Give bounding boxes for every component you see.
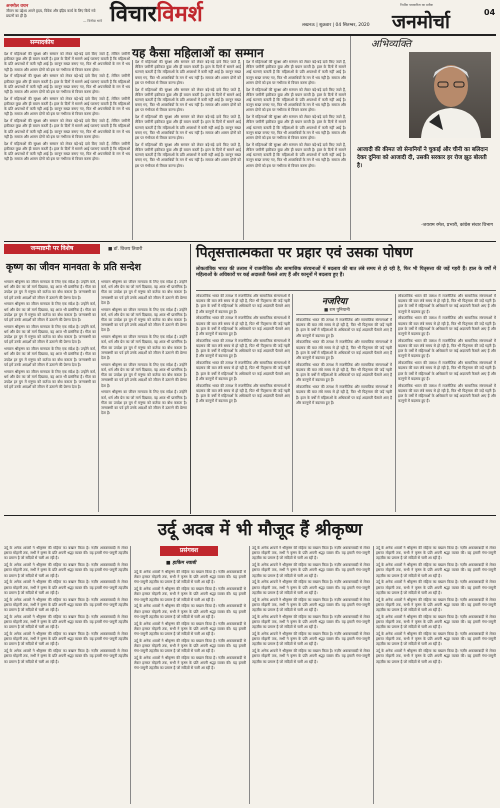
main-story-text: लोकतांत्रिक भारत की तलाश में राजनीतिक और सामाजिक संरचनाओं में बदलाव की बात लंबे समय से हो रही है, फिर भी पितृसत्ता की जड़ें गहरी हैं। हाल के वर्षों में महिलाओं के अधिकारों पर कई अदालती फैसले आए हैं और कानूनों में बदलाव हुए हैं।: [296, 340, 392, 361]
urdu-story-headline: उर्दू अदब में भी मौजूद हैं श्रीकृष्ण: [157, 520, 363, 540]
nazariya-box: [296, 294, 392, 316]
urdu-text: उर्दू के अनेक शायरों ने श्रीकृष्ण की महिमा का बखान किया है। नज़ीर अकबराबादी से लेकर हसरत मोहानी तक, सभी ने कृष्ण के प्रति अपनी श्रद्धा व्यक्त की। यह हमारी गंगा-जमुनी तहज़ीब का प्रमाण है जो सदियों से चली आ रही है।: [376, 580, 496, 595]
main-story-text: लोकतांत्रिक भारत की तलाश में राजनीतिक और सामाजिक संरचनाओं में बदलाव की बात लंबे समय से हो रही है, फिर भी पितृसत्ता की जड़ें गहरी हैं। हाल के वर्षों में महिलाओं के अधिकारों पर कई अदालती फैसले आए हैं और कानूनों में बदलाव हुए हैं।: [296, 318, 392, 338]
editorial-label: सम्पादकीय: [4, 38, 80, 47]
janmashtami-text: भगवान श्रीकृष्ण का जीवन मानवता के लिए एक संदेश है। उन्होंने कर्म, धर्म और प्रेम का जो मार्ग दिखाया, वह आज भी प्रासंगिक है। गीता का उपदेश हर युग में मनुष्य को कर्तव्य का बोध कराता है। जन्माष्टमी का पर्व हमें उनके आदर्शों को जीवन में उतारने की प्रेरणा देता है।: [101, 390, 187, 416]
urdu-text: उर्दू के अनेक शायरों ने श्रीकृष्ण की महिमा का बखान किया है। नज़ीर अकबराबादी से लेकर हसरत मोहानी तक, सभी ने कृष्ण के प्रति अपनी श्रद्धा व्यक्त की। यह हमारी गंगा-जमुनी तहज़ीब का प्रमाण है जो सदियों से चली आ रही है।: [376, 649, 496, 664]
janmashtami-text: भगवान श्रीकृष्ण का जीवन मानवता के लिए एक संदेश है। उन्होंने कर्म, धर्म और प्रेम का जो मार्ग दिखाया, वह आज भी प्रासंगिक है। गीता का उपदेश हर युग में मनुष्य को कर्तव्य का बोध कराता है। जन्माष्टमी का पर्व हमें उनके आदर्शों को जीवन में उतारने की प्रेरणा देता है।: [4, 347, 96, 367]
main-story-text: लोकतांत्रिक भारत की तलाश में राजनीतिक और सामाजिक संरचनाओं में बदलाव की बात लंबे समय से हो रही है, फिर भी पितृसत्ता की जड़ें गहरी हैं। हाल के वर्षों में महिलाओं के अधिकारों पर कई अदालती फैसले आए हैं और कानूनों में बदलाव हुए हैं।: [196, 383, 290, 404]
main-story-text: लोकतांत्रिक भारत की तलाश में राजनीतिक और सामाजिक संरचनाओं में बदलाव की बात लंबे समय से हो रही है, फिर भी पितृसत्ता की जड़ें गहरी हैं। हाल के वर्षों में महिलाओं के अधिकारों पर कई अदालती फैसले आए हैं और कानूनों में बदलाव हुए हैं।: [196, 294, 290, 314]
urdu-text: उर्दू के अनेक शायरों ने श्रीकृष्ण की महिमा का बखान किया है। नज़ीर अकबराबादी से लेकर हसरत मोहानी तक, सभी ने कृष्ण के प्रति अपनी श्रद्धा व्यक्त की। यह हमारी गंगा-जमुनी तहज़ीब का प्रमाण है जो सदियों से चली आ रही है।: [4, 563, 128, 578]
urdu-text: उर्दू के अनेक शायरों ने श्रीकृष्ण की महिमा का बखान किया है। नज़ीर अकबराबादी से लेकर हसरत मोहानी तक, सभी ने कृष्ण के प्रति अपनी श्रद्धा व्यक्त की। यह हमारी गंगा-जमुनी तहज़ीब का प्रमाण है जो सदियों से चली आ रही है।: [252, 649, 370, 664]
urdu-col-1: [4, 546, 128, 804]
urdu-text: उर्दू के अनेक शायरों ने श्रीकृष्ण की महिमा का बखान किया है। नज़ीर अकबराबादी से लेकर हसरत मोहानी तक, सभी ने कृष्ण के प्रति अपनी श्रद्धा व्यक्त की। यह हमारी गंगा-जमुनी तहज़ीब का प्रमाण है जो सदियों से चली आ रही है।: [4, 597, 128, 613]
nazariya-byline: ■ राम पुनियानी: [324, 308, 350, 313]
paper-tagline: निर्भीक पत्रकारिता का प्रतीक: [400, 3, 433, 7]
main-story-col-3: [398, 294, 496, 512]
main-story-standfirst: लोकतांत्रिक भारत की तलाश में राजनीतिक और सामाजिक संरचनाओं में बदलाव की बात लंबे समय से हो रही है, फिर भी पितृसत्ता की जड़ें गहरी हैं। हाल के वर्षों में महिलाओं के अधिकारों पर कई अदालती फैसले आए हैं और कानूनों में बदलाव हुए हैं।: [196, 266, 496, 279]
urdu-text: उर्दू के अनेक शायरों ने श्रीकृष्ण की महिमा का बखान किया है। नज़ीर अकबराबादी से लेकर हसरत मोहानी तक, सभी ने कृष्ण के प्रति अपनी श्रद्धा व्यक्त की। यह हमारी गंगा-जमुनी तहज़ीब का प्रमाण है जो सदियों से चली आ रही है।: [134, 638, 246, 654]
section-title-part-2: विमर्श: [156, 2, 203, 27]
janmashtami-headline: कृष्ण का जीवन मानवता के प्रति सन्देश: [6, 262, 141, 273]
quote-text: जीवन का उद्देश्य अपने हृदय, विवेक और इंद्रिय कार्य के लिए किये गये प्रयत्नों का ही है।: [6, 9, 96, 18]
editorial-text: देश में महिलाओं की सुरक्षा और सम्मान को लेकर बड़े-बड़े दावे किए जाते हैं, लेकिन जमीनी हकीकत कुछ और ही बयान करती है। हाल के दिनों में सामने आई घटनाएं बताती हैं कि महिलाओं के प्रति अपराधों में कमी नहीं आई है। कानून सख्त बनाए गए, फिर भी अपराधियों के मन में भय नहीं है। समाज और शासन दोनों को इस पर गंभीरता से विचार करना होगा।: [135, 142, 241, 168]
urdu-text: उर्दू के अनेक शायरों ने श्रीकृष्ण की महिमा का बखान किया है। नज़ीर अकबराबादी से लेकर हसरत मोहानी तक, सभी ने कृष्ण के प्रति अपनी श्रद्धा व्यक्त की। यह हमारी गंगा-जमुनी तहज़ीब का प्रमाण है जो सदियों से चली आ रही है।: [252, 563, 370, 578]
editorial-col-3: [246, 60, 346, 240]
quote-attribution: — विनोबा भावे: [82, 19, 102, 24]
portrait-icon: [409, 52, 491, 138]
masthead: [0, 0, 500, 34]
section-title: [110, 2, 203, 28]
editorial-text: देश में महिलाओं की सुरक्षा और सम्मान को लेकर बड़े-बड़े दावे किए जाते हैं, लेकिन जमीनी हकीकत कुछ और ही बयान करती है। हाल के दिनों में सामने आई घटनाएं बताती हैं कि महिलाओं के प्रति अपराधों में कमी नहीं आई है। कानून सख्त बनाए गए, फिर भी अपराधियों के मन में भय नहीं है। समाज और शासन दोनों को इस पर गंभीरता से विचार करना होगा।: [4, 96, 130, 117]
editorial-text: देश में महिलाओं की सुरक्षा और सम्मान को लेकर बड़े-बड़े दावे किए जाते हैं, लेकिन जमीनी हकीकत कुछ और ही बयान करती है। हाल के दिनों में सामने आई घटनाएं बताती हैं कि महिलाओं के प्रति अपराधों में कमी नहीं आई है। कानून सख्त बनाए गए, फिर भी अपराधियों के मन में भय नहीं है। समाज और शासन दोनों को इस पर गंभीरता से विचार करना होगा।: [135, 60, 241, 85]
main-story-col-1: [196, 294, 290, 512]
urdu-text: उर्दू के अनेक शायरों ने श्रीकृष्ण की महिमा का बखान किया है। नज़ीर अकबराबादी से लेकर हसरत मोहानी तक, सभी ने कृष्ण के प्रति अपनी श्रद्धा व्यक्त की। यह हमारी गंगा-जमुनी तहज़ीब का प्रमाण है जो सदियों से चली आ रही है।: [252, 546, 370, 561]
prasangvash-label: प्रसंगवश: [160, 546, 218, 556]
editorial-text: देश में महिलाओं की सुरक्षा और सम्मान को लेकर बड़े-बड़े दावे किए जाते हैं, लेकिन जमीनी हकीकत कुछ और ही बयान करती है। हाल के दिनों में सामने आई घटनाएं बताती हैं कि महिलाओं के प्रति अपराधों में कमी नहीं आई है। कानून सख्त बनाए गए, फिर भी अपराधियों के मन में भय नहीं है। समाज और शासन दोनों को इस पर गंभीरता से विचार करना होगा।: [246, 87, 346, 113]
editorial-col-2: [135, 60, 241, 240]
quote-box: [6, 3, 102, 31]
urdu-text: उर्दू के अनेक शायरों ने श्रीकृष्ण की महिमा का बखान किया है। नज़ीर अकबराबादी से लेकर हसरत मोहानी तक, सभी ने कृष्ण के प्रति अपनी श्रद्धा व्यक्त की। यह हमारी गंगा-जमुनी तहज़ीब का प्रमाण है जो सदियों से चली आ रही है।: [252, 580, 370, 595]
urdu-text: उर्दू के अनेक शायरों ने श्रीकृष्ण की महिमा का बखान किया है। नज़ीर अकबराबादी से लेकर हसरत मोहानी तक, सभी ने कृष्ण के प्रति अपनी श्रद्धा व्यक्त की। यह हमारी गंगा-जमुनी तहज़ीब का प्रमाण है जो सदियों से चली आ रही है।: [134, 570, 246, 585]
urdu-col-4: [376, 546, 496, 804]
urdu-col-2: [134, 570, 246, 804]
urdu-text: उर्दू के अनेक शायरों ने श्रीकृष्ण की महिमा का बखान किया है। नज़ीर अकबराबादी से लेकर हसरत मोहानी तक, सभी ने कृष्ण के प्रति अपनी श्रद्धा व्यक्त की। यह हमारी गंगा-जमुनी तहज़ीब का प्रमाण है जो सदियों से चली आ रही है।: [134, 621, 246, 637]
abhivyakti-quote: आजादी की कीमत जो सेनानियों ने चुकाई और चीनी का बलिदान देकर दुनिया को आजादी दी, उसकी सरकार हर रोज झूठ बोलती है।: [357, 147, 488, 169]
nazariya-label: नजरिया: [322, 297, 348, 307]
main-story-text: लोकतांत्रिक भारत की तलाश में राजनीतिक और सामाजिक संरचनाओं में बदलाव की बात लंबे समय से हो रही है, फिर भी पितृसत्ता की जड़ें गहरी हैं। हाल के वर्षों में महिलाओं के अधिकारों पर कई अदालती फैसले आए हैं और कानूनों में बदलाव हुए हैं।: [398, 338, 496, 359]
janmashtami-col-2: [101, 280, 187, 512]
main-story-text: लोकतांत्रिक भारत की तलाश में राजनीतिक और सामाजिक संरचनाओं में बदलाव की बात लंबे समय से हो रही है, फिर भी पितृसत्ता की जड़ें गहरी हैं। हाल के वर्षों में महिलाओं के अधिकारों पर कई अदालती फैसले आए हैं और कानूनों में बदलाव हुए हैं।: [296, 385, 392, 405]
janmashtami-text: भगवान श्रीकृष्ण का जीवन मानवता के लिए एक संदेश है। उन्होंने कर्म, धर्म और प्रेम का जो मार्ग दिखाया, वह आज भी प्रासंगिक है। गीता का उपदेश हर युग में मनुष्य को कर्तव्य का बोध कराता है। जन्माष्टमी का पर्व हमें उनके आदर्शों को जीवन में उतारने की प्रेरणा देता है।: [101, 335, 187, 361]
urdu-text: उर्दू के अनेक शायरों ने श्रीकृष्ण की महिमा का बखान किया है। नज़ीर अकबराबादी से लेकर हसरत मोहानी तक, सभी ने कृष्ण के प्रति अपनी श्रद्धा व्यक्त की। यह हमारी गंगा-जमुनी तहज़ीब का प्रमाण है जो सदियों से चली आ रही है।: [134, 587, 246, 602]
urdu-text: उर्दू के अनेक शायरों ने श्रीकृष्ण की महिमा का बखान किया है। नज़ीर अकबराबादी से लेकर हसरत मोहानी तक, सभी ने कृष्ण के प्रति अपनी श्रद्धा व्यक्त की। यह हमारी गंगा-जमुनी तहज़ीब का प्रमाण है जो सदियों से चली आ रही है।: [376, 563, 496, 578]
date-line: लखनऊ | शुक्रवार | 04 सितम्बर, 2020: [302, 23, 370, 28]
urdu-text: उर्दू के अनेक शायरों ने श्रीकृष्ण की महिमा का बखान किया है। नज़ीर अकबराबादी से लेकर हसरत मोहानी तक, सभी ने कृष्ण के प्रति अपनी श्रद्धा व्यक्त की। यह हमारी गंगा-जमुनी तहज़ीब का प्रमाण है जो सदियों से चली आ रही है।: [252, 597, 370, 613]
main-story-text: लोकतांत्रिक भारत की तलाश में राजनीतिक और सामाजिक संरचनाओं में बदलाव की बात लंबे समय से हो रही है, फिर भी पितृसत्ता की जड़ें गहरी हैं। हाल के वर्षों में महिलाओं के अधिकारों पर कई अदालती फैसले आए हैं और कानूनों में बदलाव हुए हैं।: [196, 316, 290, 337]
urdu-text: उर्दू के अनेक शायरों ने श्रीकृष्ण की महिमा का बखान किया है। नज़ीर अकबराबादी से लेकर हसरत मोहानी तक, सभी ने कृष्ण के प्रति अपनी श्रद्धा व्यक्त की। यह हमारी गंगा-जमुनी तहज़ीब का प्रमाण है जो सदियों से चली आ रही है।: [376, 597, 496, 613]
main-story-headline: पितृसत्तात्मकता पर प्रहार एवं उसका पोषण: [196, 245, 413, 261]
janmashtami-col-1: [4, 280, 96, 512]
urdu-text: उर्दू के अनेक शायरों ने श्रीकृष्ण की महिमा का बखान किया है। नज़ीर अकबराबादी से लेकर हसरत मोहानी तक, सभी ने कृष्ण के प्रति अपनी श्रद्धा व्यक्त की। यह हमारी गंगा-जमुनी तहज़ीब का प्रमाण है जो सदियों से चली आ रही है।: [4, 614, 128, 630]
urdu-text: उर्दू के अनेक शायरों ने श्रीकृष्ण की महिमा का बखान किया है। नज़ीर अकबराबादी से लेकर हसरत मोहानी तक, सभी ने कृष्ण के प्रति अपनी श्रद्धा व्यक्त की। यह हमारी गंगा-जमुनी तहज़ीब का प्रमाण है जो सदियों से चली आ रही है।: [4, 546, 128, 561]
urdu-text: उर्दू के अनेक शायरों ने श्रीकृष्ण की महिमा का बखान किया है। नज़ीर अकबराबादी से लेकर हसरत मोहानी तक, सभी ने कृष्ण के प्रति अपनी श्रद्धा व्यक्त की। यह हमारी गंगा-जमुनी तहज़ीब का प्रमाण है जो सदियों से चली आ रही है।: [4, 649, 128, 664]
editorial-text: देश में महिलाओं की सुरक्षा और सम्मान को लेकर बड़े-बड़े दावे किए जाते हैं, लेकिन जमीनी हकीकत कुछ और ही बयान करती है। हाल के दिनों में सामने आई घटनाएं बताती हैं कि महिलाओं के प्रति अपराधों में कमी नहीं आई है। कानून सख्त बनाए गए, फिर भी अपराधियों के मन में भय नहीं है। समाज और शासन दोनों को इस पर गंभीरता से विचार करना होगा।: [246, 60, 346, 85]
janmashtami-text: भगवान श्रीकृष्ण का जीवन मानवता के लिए एक संदेश है। उन्होंने कर्म, धर्म और प्रेम का जो मार्ग दिखाया, वह आज भी प्रासंगिक है। गीता का उपदेश हर युग में मनुष्य को कर्तव्य का बोध कराता है। जन्माष्टमी का पर्व हमें उनके आदर्शों को जीवन में उतारने की प्रेरणा देता है।: [4, 280, 96, 300]
janmashtami-text: भगवान श्रीकृष्ण का जीवन मानवता के लिए एक संदेश है। उन्होंने कर्म, धर्म और प्रेम का जो मार्ग दिखाया, वह आज भी प्रासंगिक है। गीता का उपदेश हर युग में मनुष्य को कर्तव्य का बोध कराता है। जन्माष्टमी का पर्व हमें उनके आदर्शों को जीवन में उतारने की प्रेरणा देता है।: [4, 369, 96, 390]
abhivyakti-box: [350, 36, 497, 240]
janmashtami-byline: ■ डॉ. विजय तिवारी: [108, 247, 143, 252]
janmashtami-text: भगवान श्रीकृष्ण का जीवन मानवता के लिए एक संदेश है। उन्होंने कर्म, धर्म और प्रेम का जो मार्ग दिखाया, वह आज भी प्रासंगिक है। गीता का उपदेश हर युग में मनुष्य को कर्तव्य का बोध कराता है। जन्माष्टमी का पर्व हमें उनके आदर्शों को जीवन में उतारने की प्रेरणा देता है।: [4, 302, 96, 323]
section-title-part-1: विचार: [110, 2, 157, 27]
urdu-byline: ■ हाकिम नवाबी: [166, 561, 197, 566]
urdu-text: उर्दू के अनेक शायरों ने श्रीकृष्ण की महिमा का बखान किया है। नज़ीर अकबराबादी से लेकर हसरत मोहानी तक, सभी ने कृष्ण के प्रति अपनी श्रद्धा व्यक्त की। यह हमारी गंगा-जमुनी तहज़ीब का प्रमाण है जो सदियों से चली आ रही है।: [252, 632, 370, 647]
urdu-text: उर्दू के अनेक शायरों ने श्रीकृष्ण की महिमा का बखान किया है। नज़ीर अकबराबादी से लेकर हसरत मोहानी तक, सभी ने कृष्ण के प्रति अपनी श्रद्धा व्यक्त की। यह हमारी गंगा-जमुनी तहज़ीब का प्रमाण है जो सदियों से चली आ रही है।: [252, 614, 370, 630]
urdu-text: उर्दू के अनेक शायरों ने श्रीकृष्ण की महिमा का बखान किया है। नज़ीर अकबराबादी से लेकर हसरत मोहानी तक, सभी ने कृष्ण के प्रति अपनी श्रद्धा व्यक्त की। यह हमारी गंगा-जमुनी तहज़ीब का प्रमाण है जो सदियों से चली आ रही है।: [134, 656, 246, 671]
urdu-text: उर्दू के अनेक शायरों ने श्रीकृष्ण की महिमा का बखान किया है। नज़ीर अकबराबादी से लेकर हसरत मोहानी तक, सभी ने कृष्ण के प्रति अपनी श्रद्धा व्यक्त की। यह हमारी गंगा-जमुनी तहज़ीब का प्रमाण है जो सदियों से चली आ रही है।: [4, 580, 128, 595]
urdu-col-3: [252, 546, 370, 804]
main-story-text: लोकतांत्रिक भारत की तलाश में राजनीतिक और सामाजिक संरचनाओं में बदलाव की बात लंबे समय से हो रही है, फिर भी पितृसत्ता की जड़ें गहरी हैं। हाल के वर्षों में महिलाओं के अधिकारों पर कई अदालती फैसले आए हैं और कानूनों में बदलाव हुए हैं।: [398, 383, 496, 404]
page-number: 04: [484, 8, 496, 17]
main-story-text: लोकतांत्रिक भारत की तलाश में राजनीतिक और सामाजिक संरचनाओं में बदलाव की बात लंबे समय से हो रही है, फिर भी पितृसत्ता की जड़ें गहरी हैं। हाल के वर्षों में महिलाओं के अधिकारों पर कई अदालती फैसले आए हैं और कानूनों में बदलाव हुए हैं।: [398, 294, 496, 314]
urdu-text: उर्दू के अनेक शायरों ने श्रीकृष्ण की महिमा का बखान किया है। नज़ीर अकबराबादी से लेकर हसरत मोहानी तक, सभी ने कृष्ण के प्रति अपनी श्रद्धा व्यक्त की। यह हमारी गंगा-जमुनी तहज़ीब का प्रमाण है जो सदियों से चली आ रही है।: [4, 632, 128, 647]
urdu-text: उर्दू के अनेक शायरों ने श्रीकृष्ण की महिमा का बखान किया है। नज़ीर अकबराबादी से लेकर हसरत मोहानी तक, सभी ने कृष्ण के प्रति अपनी श्रद्धा व्यक्त की। यह हमारी गंगा-जमुनी तहज़ीब का प्रमाण है जो सदियों से चली आ रही है।: [376, 614, 496, 630]
janmashtami-label: जन्माष्टमी पर विशेष: [4, 244, 100, 254]
urdu-text: उर्दू के अनेक शायरों ने श्रीकृष्ण की महिमा का बखान किया है। नज़ीर अकबराबादी से लेकर हसरत मोहानी तक, सभी ने कृष्ण के प्रति अपनी श्रद्धा व्यक्त की। यह हमारी गंगा-जमुनी तहज़ीब का प्रमाण है जो सदियों से चली आ रही है।: [134, 604, 246, 619]
editorial-text: देश में महिलाओं की सुरक्षा और सम्मान को लेकर बड़े-बड़े दावे किए जाते हैं, लेकिन जमीनी हकीकत कुछ और ही बयान करती है। हाल के दिनों में सामने आई घटनाएं बताती हैं कि महिलाओं के प्रति अपराधों में कमी नहीं आई है। कानून सख्त बनाए गए, फिर भी अपराधियों के मन में भय नहीं है। समाज और शासन दोनों को इस पर गंभीरता से विचार करना होगा।: [135, 87, 241, 113]
abhivyakti-attribution: -जयराम रमेश, प्रभारी, कांग्रेस संचार विभाग: [421, 223, 493, 228]
quote-kicker: अनमोल वचन: [6, 4, 29, 9]
editorial-text: देश में महिलाओं की सुरक्षा और सम्मान को लेकर बड़े-बड़े दावे किए जाते हैं, लेकिन जमीनी हकीकत कुछ और ही बयान करती है। हाल के दिनों में सामने आई घटनाएं बताती हैं कि महिलाओं के प्रति अपराधों में कमी नहीं आई है। कानून सख्त बनाए गए, फिर भी अपराधियों के मन में भय नहीं है। समाज और शासन दोनों को इस पर गंभीरता से विचार करना होगा।: [246, 115, 346, 141]
janmashtami-text: भगवान श्रीकृष्ण का जीवन मानवता के लिए एक संदेश है। उन्होंने कर्म, धर्म और प्रेम का जो मार्ग दिखाया, वह आज भी प्रासंगिक है। गीता का उपदेश हर युग में मनुष्य को कर्तव्य का बोध कराता है। जन्माष्टमी का पर्व हमें उनके आदर्शों को जीवन में उतारने की प्रेरणा देता है।: [101, 280, 187, 305]
abhivyakti-label: अभिव्यक्ति: [371, 39, 412, 50]
paper-name: जनमोर्चा: [392, 11, 450, 33]
editorial-text: देश में महिलाओं की सुरक्षा और सम्मान को लेकर बड़े-बड़े दावे किए जाते हैं, लेकिन जमीनी हकीकत कुछ और ही बयान करती है। हाल के दिनों में सामने आई घटनाएं बताती हैं कि महिलाओं के प्रति अपराधों में कमी नहीं आई है। कानून सख्त बनाए गए, फिर भी अपराधियों के मन में भय नहीं है। समाज और शासन दोनों को इस पर गंभीरता से विचार करना होगा।: [246, 142, 346, 168]
main-story-text: लोकतांत्रिक भारत की तलाश में राजनीतिक और सामाजिक संरचनाओं में बदलाव की बात लंबे समय से हो रही है, फिर भी पितृसत्ता की जड़ें गहरी हैं। हाल के वर्षों में महिलाओं के अधिकारों पर कई अदालती फैसले आए हैं और कानूनों में बदलाव हुए हैं।: [398, 361, 496, 381]
editorial-text: देश में महिलाओं की सुरक्षा और सम्मान को लेकर बड़े-बड़े दावे किए जाते हैं, लेकिन जमीनी हकीकत कुछ और ही बयान करती है। हाल के दिनों में सामने आई घटनाएं बताती हैं कि महिलाओं के प्रति अपराधों में कमी नहीं आई है। कानून सख्त बनाए गए, फिर भी अपराधियों के मन में भय नहीं है। समाज और शासन दोनों को इस पर गंभीरता से विचार करना होगा।: [4, 52, 130, 72]
janmashtami-text: भगवान श्रीकृष्ण का जीवन मानवता के लिए एक संदेश है। उन्होंने कर्म, धर्म और प्रेम का जो मार्ग दिखाया, वह आज भी प्रासंगिक है। गीता का उपदेश हर युग में मनुष्य को कर्तव्य का बोध कराता है। जन्माष्टमी का पर्व हमें उनके आदर्शों को जीवन में उतारने की प्रेरणा देता है।: [101, 362, 187, 388]
editorial-col-1: [4, 52, 130, 240]
urdu-text: उर्दू के अनेक शायरों ने श्रीकृष्ण की महिमा का बखान किया है। नज़ीर अकबराबादी से लेकर हसरत मोहानी तक, सभी ने कृष्ण के प्रति अपनी श्रद्धा व्यक्त की। यह हमारी गंगा-जमुनी तहज़ीब का प्रमाण है जो सदियों से चली आ रही है।: [376, 546, 496, 561]
editorial-text: देश में महिलाओं की सुरक्षा और सम्मान को लेकर बड़े-बड़े दावे किए जाते हैं, लेकिन जमीनी हकीकत कुछ और ही बयान करती है। हाल के दिनों में सामने आई घटनाएं बताती हैं कि महिलाओं के प्रति अपराधों में कमी नहीं आई है। कानून सख्त बनाए गए, फिर भी अपराधियों के मन में भय नहीं है। समाज और शासन दोनों को इस पर गंभीरता से विचार करना होगा।: [4, 119, 130, 139]
main-story-text: लोकतांत्रिक भारत की तलाश में राजनीतिक और सामाजिक संरचनाओं में बदलाव की बात लंबे समय से हो रही है, फिर भी पितृसत्ता की जड़ें गहरी हैं। हाल के वर्षों में महिलाओं के अधिकारों पर कई अदालती फैसले आए हैं और कानूनों में बदलाव हुए हैं।: [296, 362, 392, 383]
urdu-text: उर्दू के अनेक शायरों ने श्रीकृष्ण की महिमा का बखान किया है। नज़ीर अकबराबादी से लेकर हसरत मोहानी तक, सभी ने कृष्ण के प्रति अपनी श्रद्धा व्यक्त की। यह हमारी गंगा-जमुनी तहज़ीब का प्रमाण है जो सदियों से चली आ रही है।: [376, 632, 496, 647]
editorial-text: देश में महिलाओं की सुरक्षा और सम्मान को लेकर बड़े-बड़े दावे किए जाते हैं, लेकिन जमीनी हकीकत कुछ और ही बयान करती है। हाल के दिनों में सामने आई घटनाएं बताती हैं कि महिलाओं के प्रति अपराधों में कमी नहीं आई है। कानून सख्त बनाए गए, फिर भी अपराधियों के मन में भय नहीं है। समाज और शासन दोनों को इस पर गंभीरता से विचार करना होगा।: [4, 141, 130, 162]
main-story-text: लोकतांत्रिक भारत की तलाश में राजनीतिक और सामाजिक संरचनाओं में बदलाव की बात लंबे समय से हो रही है, फिर भी पितृसत्ता की जड़ें गहरी हैं। हाल के वर्षों में महिलाओं के अधिकारों पर कई अदालती फैसले आए हैं और कानूनों में बदलाव हुए हैं।: [398, 316, 496, 337]
main-story-col-2: [296, 318, 392, 512]
editorial-headline: यह कैसा महिलाओं का सम्मान: [132, 46, 264, 60]
main-story-text: लोकतांत्रिक भारत की तलाश में राजनीतिक और सामाजिक संरचनाओं में बदलाव की बात लंबे समय से हो रही है, फिर भी पितृसत्ता की जड़ें गहरी हैं। हाल के वर्षों में महिलाओं के अधिकारों पर कई अदालती फैसले आए हैं और कानूनों में बदलाव हुए हैं।: [196, 338, 290, 359]
janmashtami-text: भगवान श्रीकृष्ण का जीवन मानवता के लिए एक संदेश है। उन्होंने कर्म, धर्म और प्रेम का जो मार्ग दिखाया, वह आज भी प्रासंगिक है। गीता का उपदेश हर युग में मनुष्य को कर्तव्य का बोध कराता है। जन्माष्टमी का पर्व हमें उनके आदर्शों को जीवन में उतारने की प्रेरणा देता है।: [101, 307, 187, 333]
main-story-text: लोकतांत्रिक भारत की तलाश में राजनीतिक और सामाजिक संरचनाओं में बदलाव की बात लंबे समय से हो रही है, फिर भी पितृसत्ता की जड़ें गहरी हैं। हाल के वर्षों में महिलाओं के अधिकारों पर कई अदालती फैसले आए हैं और कानूनों में बदलाव हुए हैं।: [196, 361, 290, 381]
editorial-text: देश में महिलाओं की सुरक्षा और सम्मान को लेकर बड़े-बड़े दावे किए जाते हैं, लेकिन जमीनी हकीकत कुछ और ही बयान करती है। हाल के दिनों में सामने आई घटनाएं बताती हैं कि महिलाओं के प्रति अपराधों में कमी नहीं आई है। कानून सख्त बनाए गए, फिर भी अपराधियों के मन में भय नहीं है। समाज और शासन दोनों को इस पर गंभीरता से विचार करना होगा।: [4, 74, 130, 95]
person-photo: [409, 52, 491, 138]
editorial-text: देश में महिलाओं की सुरक्षा और सम्मान को लेकर बड़े-बड़े दावे किए जाते हैं, लेकिन जमीनी हकीकत कुछ और ही बयान करती है। हाल के दिनों में सामने आई घटनाएं बताती हैं कि महिलाओं के प्रति अपराधों में कमी नहीं आई है। कानून सख्त बनाए गए, फिर भी अपराधियों के मन में भय नहीं है। समाज और शासन दोनों को इस पर गंभीरता से विचार करना होगा।: [135, 115, 241, 141]
janmashtami-text: भगवान श्रीकृष्ण का जीवन मानवता के लिए एक संदेश है। उन्होंने कर्म, धर्म और प्रेम का जो मार्ग दिखाया, वह आज भी प्रासंगिक है। गीता का उपदेश हर युग में मनुष्य को कर्तव्य का बोध कराता है। जन्माष्टमी का पर्व हमें उनके आदर्शों को जीवन में उतारने की प्रेरणा देता है।: [4, 324, 96, 345]
